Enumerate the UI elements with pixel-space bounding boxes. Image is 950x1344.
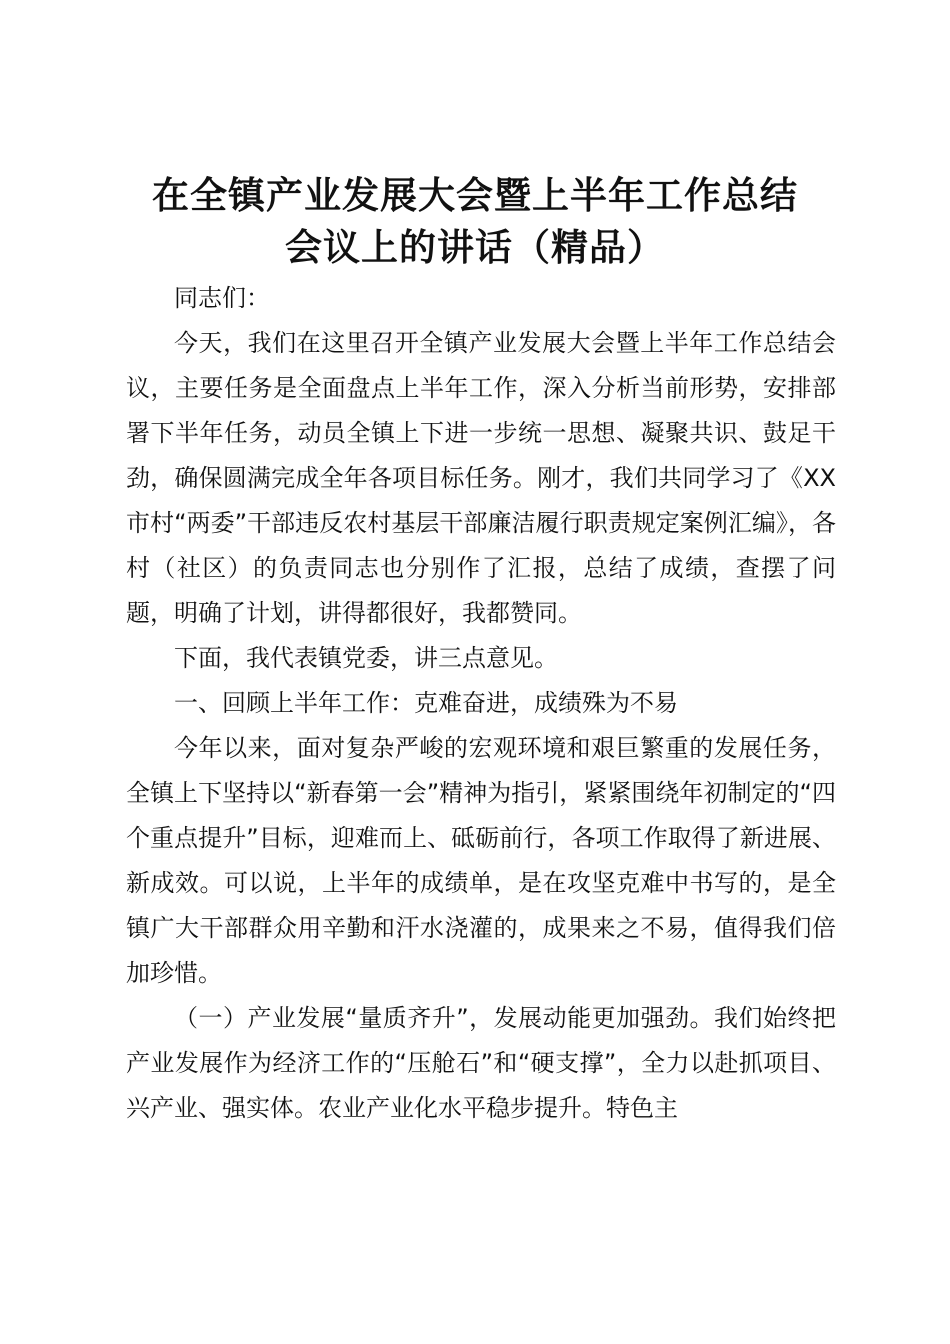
- paragraph-industry: （一）产业发展“量质齐升”，发展动能更加强劲。我们始终把产业发展作为经济工作的“压舱石”和“硬支撑”，全力以赴抓项目、兴产业、强实体。农业产业化水平稳步提升。特色主: [126, 1004, 836, 1122]
- title-line-2: 会议上的讲话（精品）: [285, 226, 665, 269]
- section-heading-1: 一、回顾上半年工作：克难奋进，成绩殊为不易: [174, 689, 678, 717]
- title-line-1: 在全镇产业发展大会暨上半年工作总结: [152, 174, 798, 217]
- salutation: 同志们：: [174, 284, 270, 312]
- document-title: [110, 170, 840, 274]
- paragraph-review: 今年以来，面对复杂严峻的宏观环境和艰巨繁重的发展任务，全镇上下坚持以“新春第一会”精神为指引，紧紧围绕年初制定的“四个重点提升”目标，迎难而上、砥砺前行，各项工作取得了新进展、新成效。可以说，上半年的成绩单，是在攻坚克难中书写的，是全镇广大干部群众用辛勤和汗水浇灌的，成果来之不易，值得我们倍加珍惜。: [126, 734, 836, 987]
- paragraph-outline: 下面，我代表镇党委，讲三点意见。: [174, 644, 558, 672]
- document-body: [126, 276, 836, 1131]
- paragraph-opening: 今天，我们在这里召开全镇产业发展大会暨上半年工作总结会议，主要任务是全面盘点上半年工作，深入分析当前形势，安排部署下半年任务，动员全镇上下进一步统一思想、凝聚共识、鼓足干劲，确保圆满完成全年各项目标任务。刚才，我们共同学习了《XX市村“两委”干部违反农村基层干部廉洁履行职责规定案例汇编》，各村（社区）的负责同志也分别作了汇报，总结了成绩，查摆了问题，明确了计划，讲得都很好，我都赞同。: [126, 329, 836, 627]
